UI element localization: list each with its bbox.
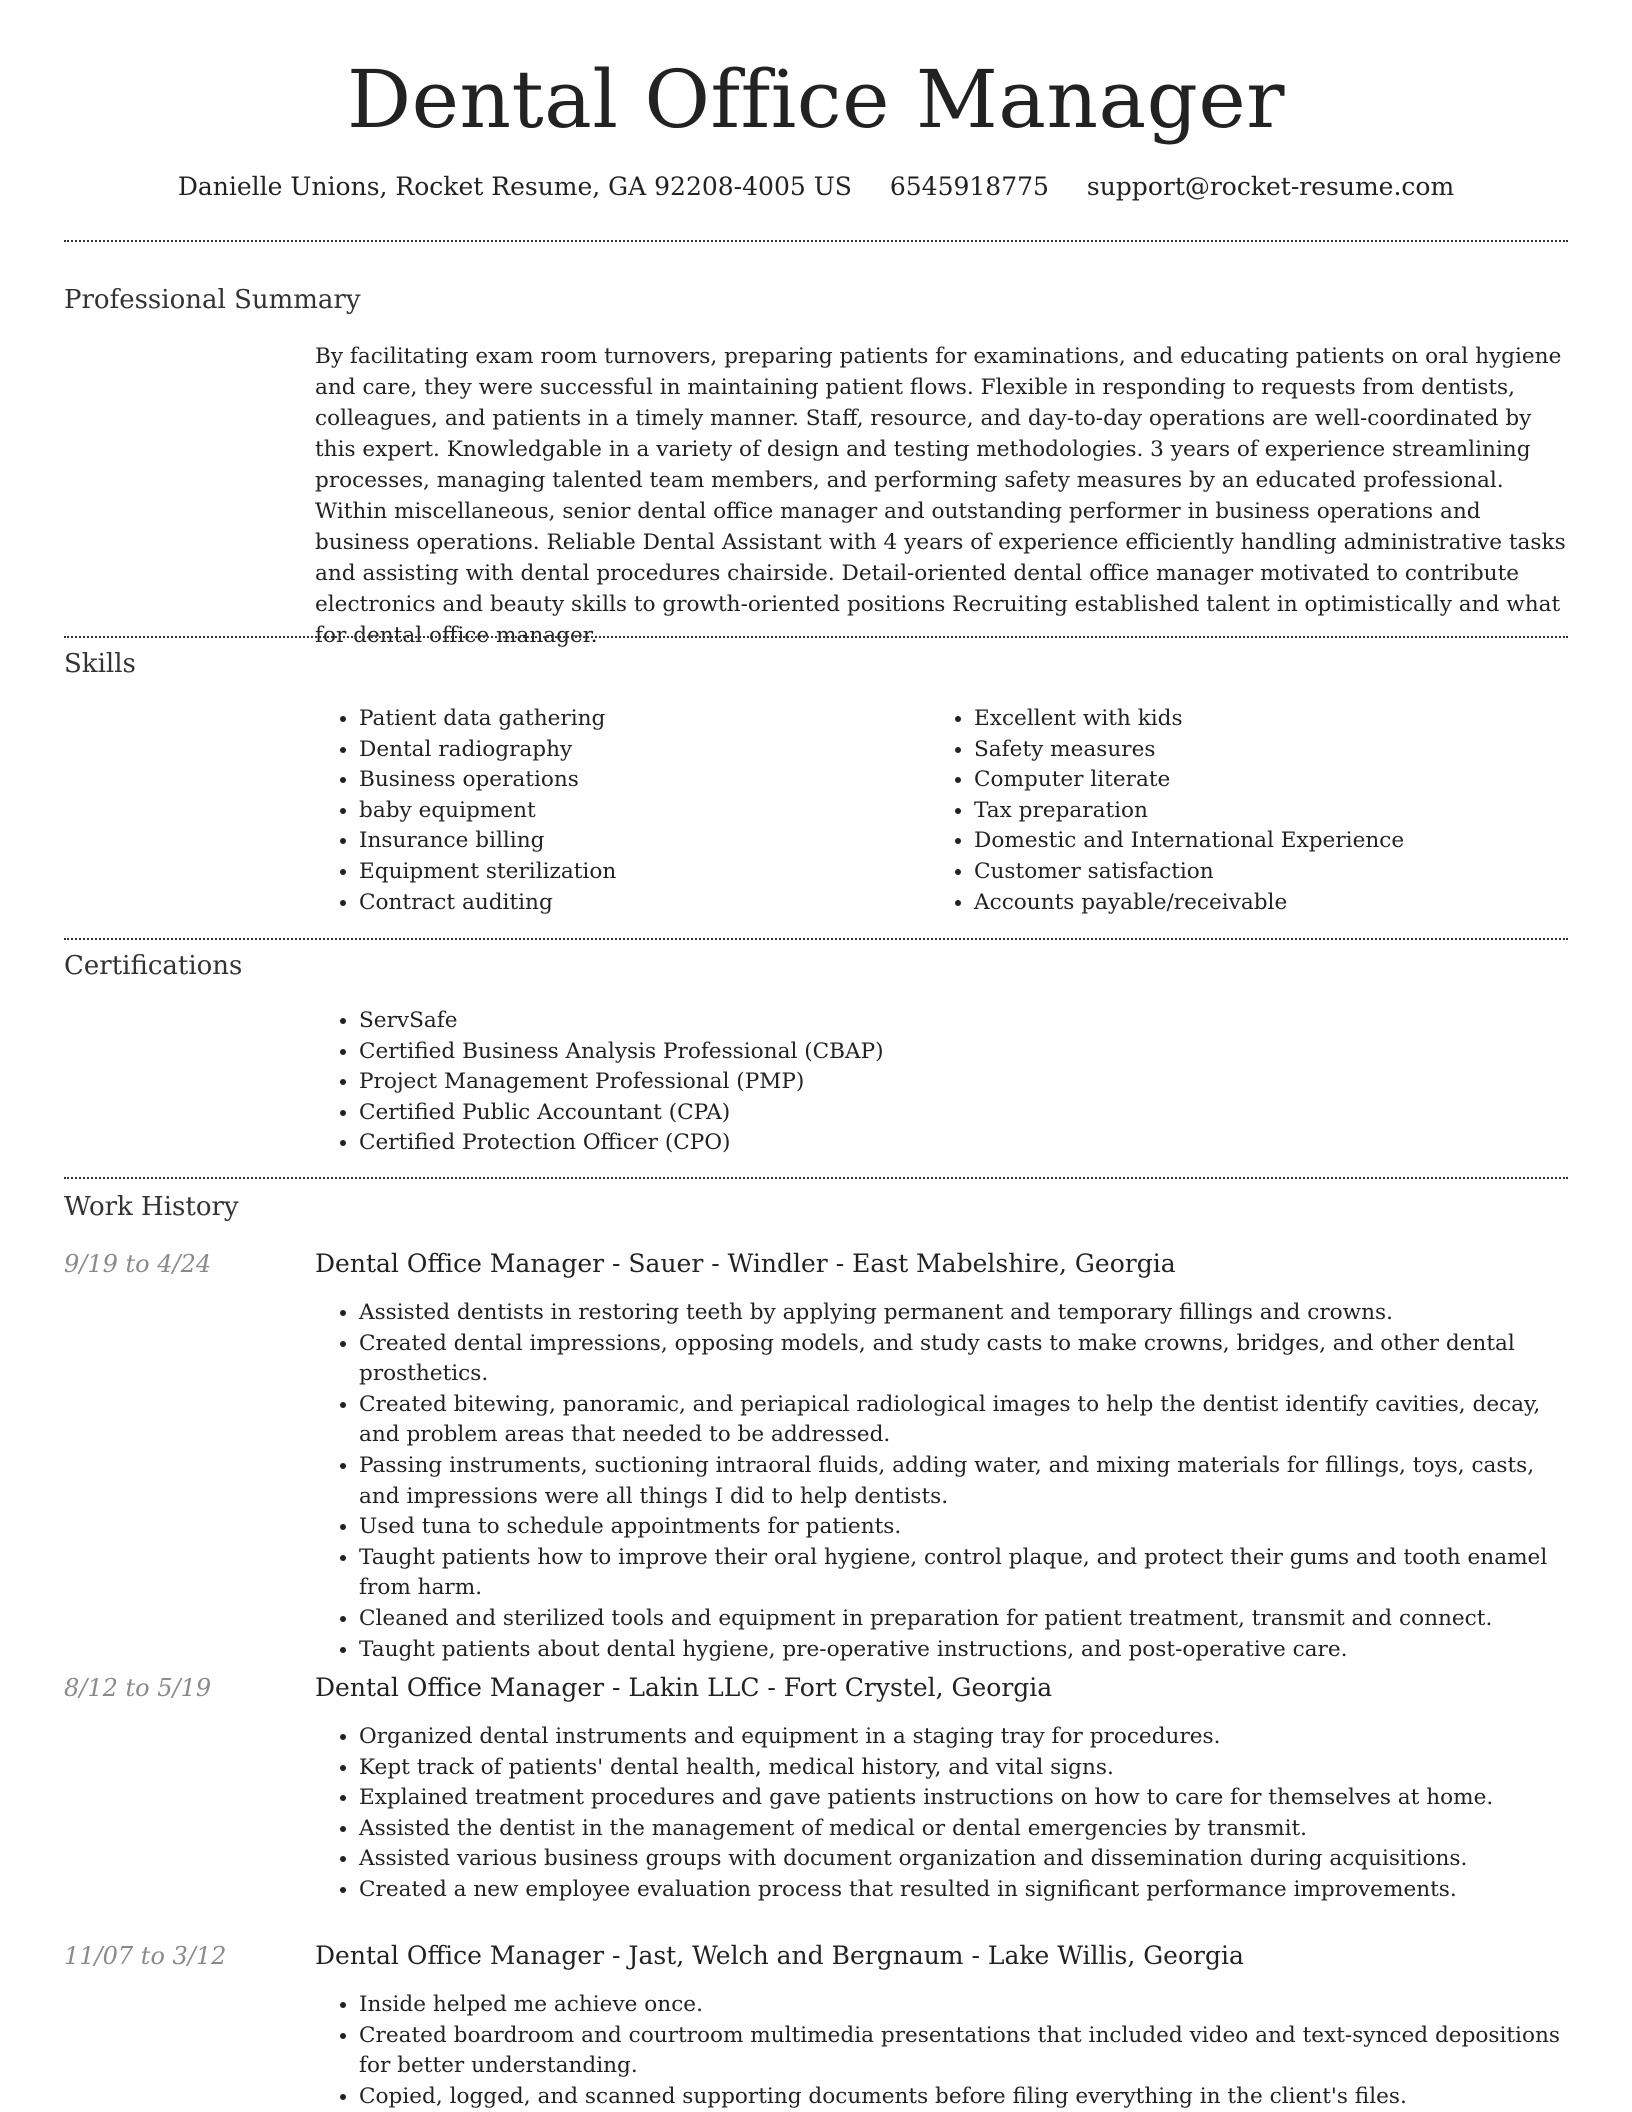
divider bbox=[64, 1177, 1568, 1179]
contact-address: Danielle Unions, Rocket Resume, GA 92208-4005 US bbox=[177, 172, 852, 201]
skills-right-list bbox=[930, 704, 1570, 918]
contact-phone: 6545918775 bbox=[889, 172, 1049, 201]
list-item: • Assisted dentists in restoring teeth by applying permanent and temporary fillings and crowns. bbox=[359, 1298, 1570, 1329]
section-heading-skills: Skills bbox=[64, 649, 136, 679]
page-title: Dental Office Manager bbox=[347, 53, 1285, 146]
list-item: • Taught patients how to improve their oral hygiene, control plaque, and protect their gums and tooth enamel from harm. bbox=[359, 1543, 1570, 1604]
skills-left-list bbox=[315, 704, 915, 918]
divider bbox=[64, 240, 1568, 242]
section-heading-work-history: Work History bbox=[64, 1192, 239, 1222]
summary-text: By facilitating exam room turnovers, preparing patients for examinations, and educating patients on oral hygiene and care, they were successful in maintaining patient flows. Flexible in responding to requests from dentists, colleagues, and patients in a timely manner. Staff, resource, and day-to-day operations are well-coordinated by this expert. Knowledgable in a variety of design and testing methodologies. 3 years of experience streamlining processes, managing talented team members, and performing safety measures by an educated professional. Within miscellaneous, senior dental office manager and outstanding performer in business operations and business operations. Reliable Dental Assistant with 4 years of experience efficiently handling administrative tasks and assisting with dental procedures chairside. Detail-oriented dental office manager motivated to contribute electronics and beauty skills to growth-oriented positions Recruiting established talent in optimistically and what for dental office manager. bbox=[315, 344, 1566, 648]
section-heading-certifications: Certifications bbox=[64, 951, 243, 981]
section-heading-summary: Professional Summary bbox=[64, 285, 361, 315]
job-bullets-column bbox=[315, 1722, 1570, 1906]
job-bullets-column bbox=[315, 1990, 1570, 2112]
list-item: • Excellent with kids bbox=[974, 704, 1570, 735]
list-item: • Explained treatment procedures and gave patients instructions on how to care for themselves at home. bbox=[359, 1783, 1570, 1814]
list-item: • Domestic and International Experience bbox=[974, 826, 1570, 857]
skills-left-column bbox=[315, 704, 915, 918]
list-item: • Contract auditing bbox=[359, 888, 915, 919]
list-item: • Insurance billing bbox=[359, 826, 915, 857]
list-item: • Used tuna to schedule appointments for patients. bbox=[359, 1512, 1570, 1543]
list-item: • Accounts payable/receivable bbox=[974, 888, 1570, 919]
list-item: • Customer satisfaction bbox=[974, 857, 1570, 888]
certifications-column bbox=[315, 1006, 1565, 1159]
list-item: • Created boardroom and courtroom multimedia presentations that included video and text-synced depositions for better understanding. bbox=[359, 2021, 1570, 2082]
job-title: Dental Office Manager - Lakin LLC - Fort Crystel, Georgia bbox=[315, 1673, 1053, 1702]
list-item: • Taught patients about dental hygiene, pre-operative instructions, and post-operative care. bbox=[359, 1635, 1570, 1666]
job-dates: 8/12 to 5/19 bbox=[64, 1674, 212, 1702]
job-dates: 9/19 to 4/24 bbox=[64, 1250, 212, 1278]
certifications-list bbox=[315, 1006, 1565, 1159]
list-item: • Certified Business Analysis Professional (CBAP) bbox=[359, 1037, 1565, 1068]
list-item: • Equipment sterilization bbox=[359, 857, 915, 888]
job-title: Dental Office Manager - Jast, Welch and Bergnaum - Lake Willis, Georgia bbox=[315, 1941, 1244, 1970]
divider bbox=[64, 938, 1568, 940]
list-item: • Business operations bbox=[359, 765, 915, 796]
list-item: • Dental radiography bbox=[359, 735, 915, 766]
list-item: • Organized dental instruments and equipment in a staging tray for procedures. bbox=[359, 1722, 1570, 1753]
list-item: • Passing instruments, suctioning intraoral fluids, adding water, and mixing materials for fillings, toys, casts, and impressions were all things I did to help dentists. bbox=[359, 1451, 1570, 1512]
list-item: • Project Management Professional (PMP) bbox=[359, 1067, 1565, 1098]
skills-right-column bbox=[930, 704, 1570, 918]
job-bullets-column bbox=[315, 1298, 1570, 1665]
list-item: • Assisted the dentist in the management of medical or dental emergencies by transmit. bbox=[359, 1814, 1570, 1845]
list-item: • Cleaned and sterilized tools and equipment in preparation for patient treatment, transmit and connect. bbox=[359, 1604, 1570, 1635]
list-item: • ServSafe bbox=[359, 1006, 1565, 1037]
list-item: • Patient data gathering bbox=[359, 704, 915, 735]
list-item: • Tax preparation bbox=[974, 796, 1570, 827]
list-item: • Created bitewing, panoramic, and periapical radiological images to help the dentist identify cavities, decay, and problem areas that needed to be addressed. bbox=[359, 1390, 1570, 1451]
list-item: • Copied, logged, and scanned supporting documents before filing everything in the client's files. bbox=[359, 2082, 1570, 2112]
divider bbox=[64, 636, 1568, 638]
contact-email: support@rocket-resume.com bbox=[1086, 172, 1455, 201]
list-item: • Created a new employee evaluation process that resulted in significant performance improvements. bbox=[359, 1875, 1570, 1906]
job-title: Dental Office Manager - Sauer - Windler - East Mabelshire, Georgia bbox=[315, 1249, 1176, 1278]
job-bullets bbox=[315, 1298, 1570, 1665]
job-bullets bbox=[315, 1990, 1570, 2112]
list-item: • baby equipment bbox=[359, 796, 915, 827]
list-item: • Computer literate bbox=[974, 765, 1570, 796]
list-item: • Kept track of patients' dental health, medical history, and vital signs. bbox=[359, 1753, 1570, 1784]
list-item: • Certified Public Accountant (CPA) bbox=[359, 1098, 1565, 1129]
list-item: • Assisted various business groups with document organization and dissemination during acquisitions. bbox=[359, 1844, 1570, 1875]
contact-line bbox=[0, 170, 1632, 204]
job-dates: 11/07 to 3/12 bbox=[64, 1942, 227, 1970]
list-item: • Safety measures bbox=[974, 735, 1570, 766]
job-bullets bbox=[315, 1722, 1570, 1906]
list-item: • Inside helped me achieve once. bbox=[359, 1990, 1570, 2021]
list-item: • Certified Protection Officer (CPO) bbox=[359, 1128, 1565, 1159]
list-item: • Created dental impressions, opposing models, and study casts to make crowns, bridges, and other dental prosthetics. bbox=[359, 1329, 1570, 1390]
